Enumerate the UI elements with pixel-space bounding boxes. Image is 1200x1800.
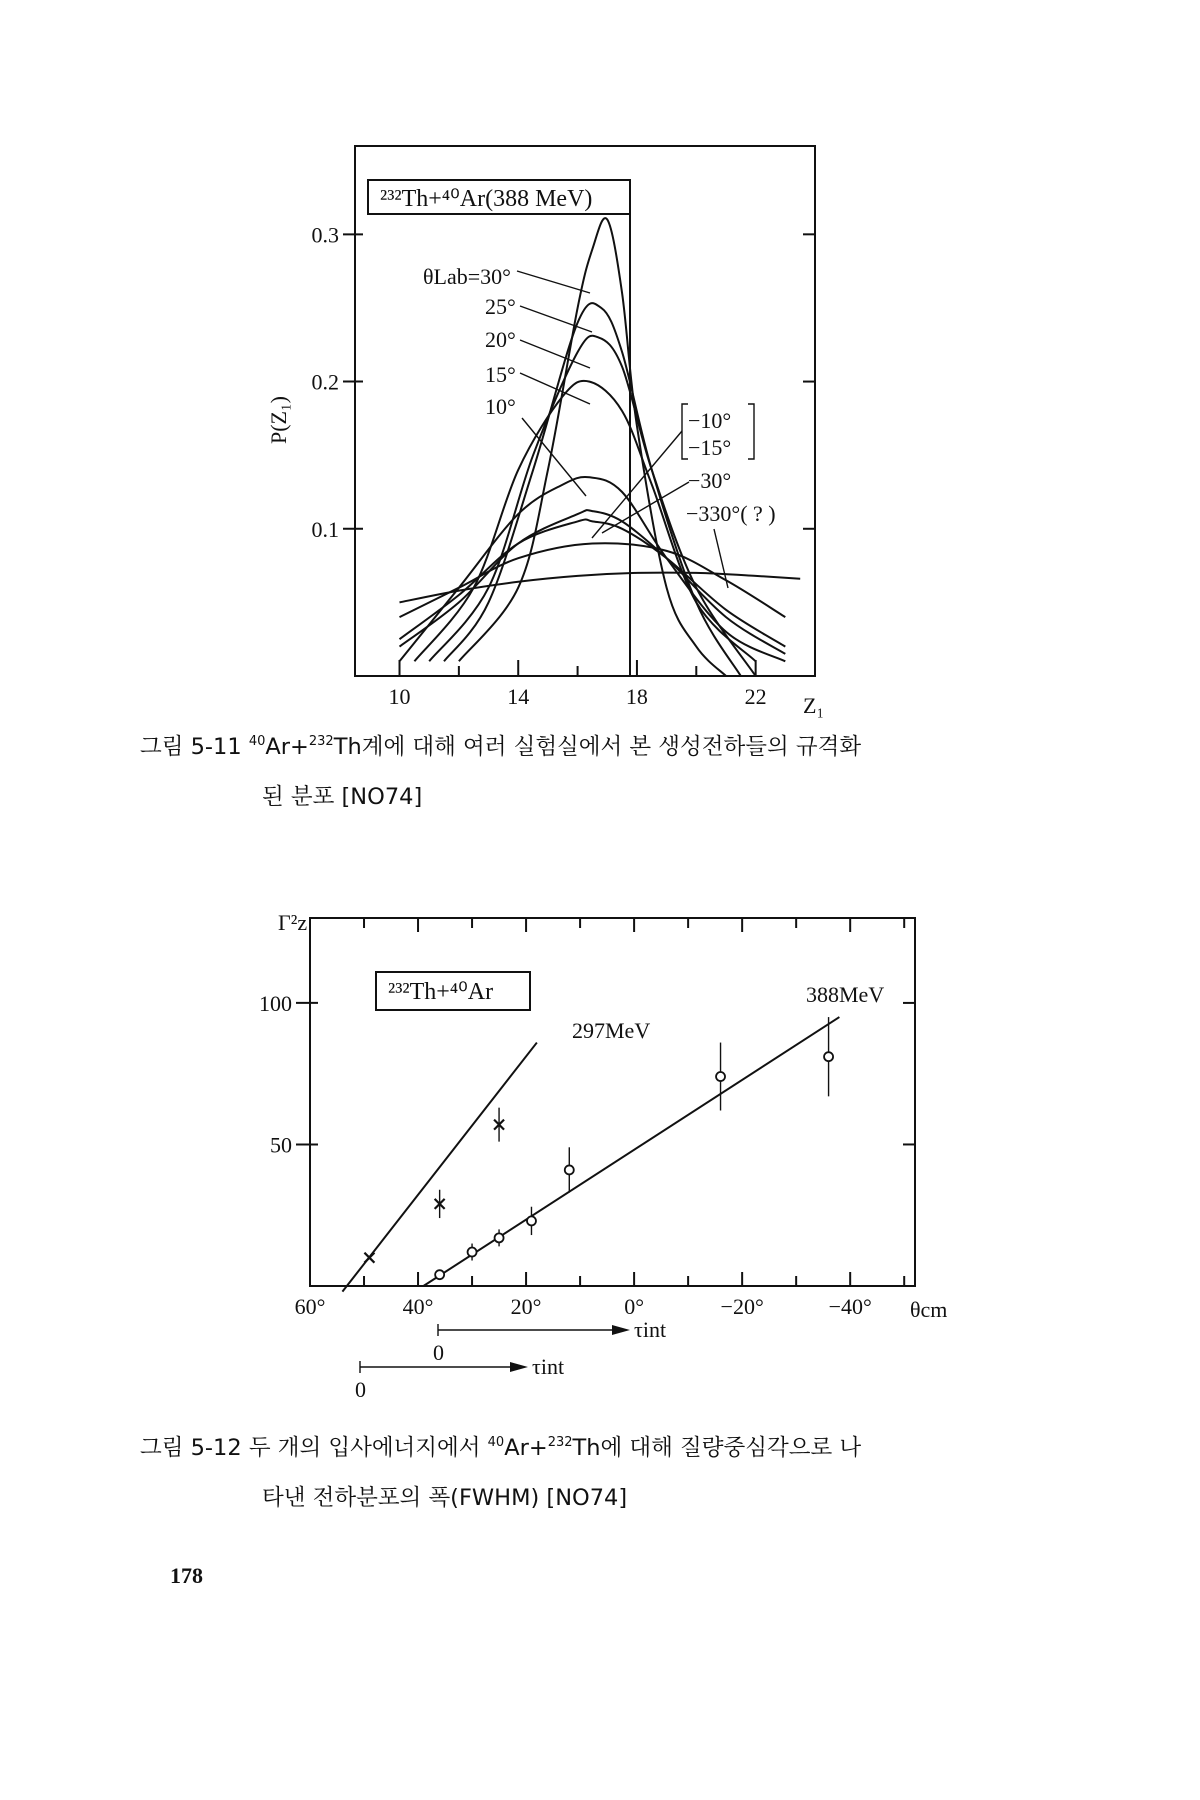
tau-label-388: τint	[634, 1317, 667, 1342]
x-tick-label: 18	[625, 684, 648, 709]
y-tick-label: 0.1	[311, 516, 339, 542]
x-tick-label: 60°	[294, 1294, 326, 1319]
figure-5-12-caption	[140, 1423, 1080, 1523]
angle-label-neg330: −330°( ? )	[686, 501, 776, 526]
page-number: 178	[170, 1563, 203, 1588]
caption-5-11-line2: 된 분포 [NO74]	[262, 784, 423, 810]
y-tick-label: 100	[259, 990, 292, 1016]
angle-label-neg30: −30°	[688, 468, 732, 493]
fit-lines	[342, 1017, 839, 1292]
x-tick-label: 10	[388, 684, 411, 709]
x-tick-label: −40°	[828, 1294, 872, 1319]
y-tick-label: 50	[270, 1132, 292, 1158]
data-point-circle	[565, 1165, 574, 1174]
legend-box-2-text: ²³²Th+⁴⁰Ar	[388, 979, 494, 1005]
x-tick-label: 22	[744, 684, 767, 709]
y-axis-label-2: Γ²z	[278, 910, 308, 935]
data-point-cross	[364, 1253, 374, 1263]
fit-line-1	[423, 1017, 839, 1286]
caption-5-12-line1: 그림 5-12 두 개의 입사에너지에서 $^{40}$Ar+$^{232}$Th에 대해 질량중심각으로 나	[140, 1435, 862, 1461]
angle-label-25: 25°	[485, 294, 516, 319]
x-tick-label: 14	[507, 684, 530, 709]
tau-arrowhead-388	[612, 1325, 630, 1335]
data-point-circle	[435, 1270, 444, 1279]
plot-frame-2	[310, 918, 915, 1286]
tau-zero-388: 0	[433, 1340, 444, 1365]
data-points	[364, 1017, 833, 1279]
y-axis-label: P(Z₁)	[266, 396, 291, 444]
angle-label-30: θLab=30°	[423, 264, 511, 289]
angle-label-10: 10°	[485, 394, 516, 419]
angle-label-neg15: −15°	[688, 435, 732, 460]
caption-5-12-line2: 타낸 전하분포의 폭(FWHM) [NO74]	[262, 1485, 628, 1511]
x-axis-label-2: θcm	[910, 1297, 948, 1322]
data-point-circle	[527, 1216, 536, 1225]
tau-zero-297: 0	[355, 1377, 366, 1402]
series-label-388: 388MeV	[806, 982, 885, 1007]
caption-5-11-line1: 그림 5-11 $^{40}$Ar+$^{232}$Th계에 대해 여러 실험실에서 본 생성전하들의 규격화	[140, 734, 862, 760]
angle-label-20: 20°	[485, 327, 516, 352]
y-tick-label: 0.2	[311, 369, 339, 395]
data-point-circle	[468, 1248, 477, 1257]
axis-ticks-2	[259, 918, 915, 1319]
tau-arrowhead-297	[510, 1362, 528, 1372]
x-tick-label: 20°	[510, 1294, 542, 1319]
legend-box-text: ²³²Th+⁴⁰Ar(388 MeV)	[380, 186, 593, 212]
y-tick-label: 0.3	[311, 222, 339, 248]
data-point-circle	[495, 1233, 504, 1242]
angle-label-neg10: −10°	[688, 408, 732, 433]
x-tick-label: −20°	[720, 1294, 764, 1319]
x-axis-label: Z₁	[803, 693, 825, 718]
x-tick-label: 0°	[624, 1294, 645, 1319]
tau-label-297: τint	[532, 1354, 565, 1379]
angle-label-15: 15°	[485, 362, 516, 387]
data-point-circle	[716, 1072, 725, 1081]
series-label-297: 297MeV	[572, 1018, 651, 1043]
x-tick-label: 40°	[402, 1294, 434, 1319]
data-point-circle	[824, 1052, 833, 1061]
